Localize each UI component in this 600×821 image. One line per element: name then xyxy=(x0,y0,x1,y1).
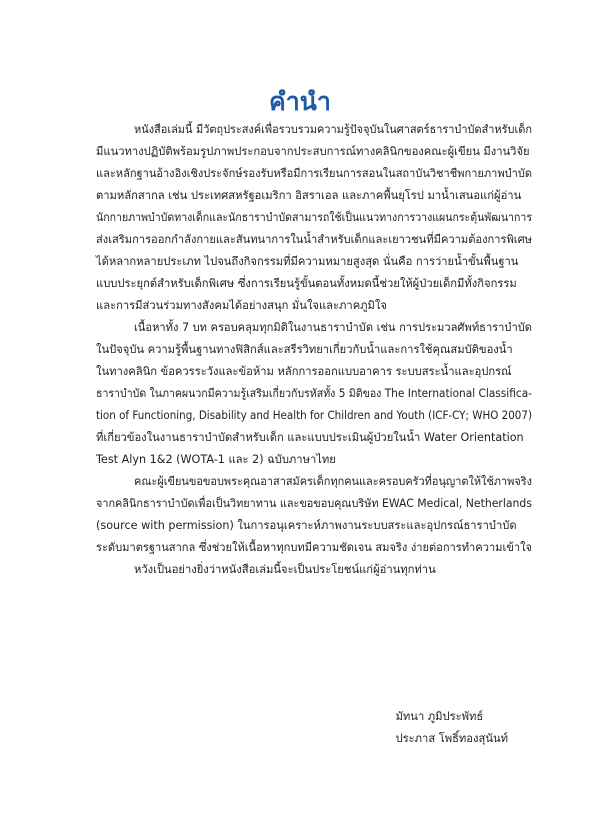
paragraph-line: ในทางคลินิก ข้อควรระวังและข้อห้าม หลักการออกแบบอาคาร ระบบสระน้ำและอุปกรณ์ xyxy=(96,365,512,378)
author-signatures xyxy=(396,706,508,750)
paragraph-line: คณะผู้เขียนขอขอบพระคุณอาสาสมัครเด็กทุกคนและครอบครัวที่อนุญาตให้ใช้ภาพจริง xyxy=(134,475,532,488)
paragraph-line: และการมีส่วนร่วมทางสังคมได้อย่างสนุก มั่นใจและภาคภูมิใจ xyxy=(96,299,387,312)
author-name: มัทนา ภูมิประพัทธ์ xyxy=(395,710,484,723)
paragraph-line: ตามหลักสากล เช่น ประเทศสหรัฐอเมริกา อิสราเอล และภาคพื้นยุโรป มาน้ำเสนอแก่ผู้อ่าน xyxy=(96,189,522,202)
paragraph-line: ในปัจจุบัน ความรู้พื้นฐานทางฟิสิกส์และสรีรวิทยาเกี่ยวกับน้ำและการใช้คุณสมบัติของน้ำ xyxy=(96,343,513,356)
paragraph-line: เนื้อหาทั้ง 7 บท ครอบคลุมทุกมิติในงานธาราบำบัด เช่น การประมวลศัพท์ธาราบำบัด xyxy=(134,321,532,334)
paragraph-line: มีแนวทางปฏิบัติพร้อมรูปภาพประกอบจากประสบการณ์ทางคลินิกของคณะผู้เขียน มีงานวิจัย xyxy=(96,145,530,158)
author-name: ประภาส โพธิ์ทองสุนันท์ xyxy=(395,732,508,745)
paragraph-line: แบบประยุกต์สำหรับเด็กพิเศษ ซึ่งการเรียนรู้ขั้นตอนทั้งหมดนี้ช่วยให้ผู้ป่วยเด็กมีทั้งกิจกรรม xyxy=(96,277,517,290)
paragraph-line: (source with permission) ในการอนุเคราะห์ภาพงานระบบสระและอุปกรณ์ธาราบำบัด xyxy=(96,519,517,532)
paragraph-line: ที่เกี่ยวข้องในงานธาราบำบัดสำหรับเด็ก และแบบประเมินผู้ป่วยในน้ำ Water Orientation xyxy=(96,431,524,444)
preface-body xyxy=(96,119,532,581)
paragraph-line: Test Alyn 1&2 (WOTA-1 และ 2) ฉบับภาษาไทย xyxy=(96,453,336,466)
paragraph-line: ได้หลากหลายประเภท ไปจนถึงกิจกรรมที่มีความหมายสูงสุด นั่นคือ การว่ายน้ำขั้นพื้นฐาน xyxy=(96,255,519,268)
paragraph-line: นักกายภาพบำบัดทางเด็กและนักธาราบำบัดสามารถใช้เป็นแนวทางการวางแผนกระตุ้นพัฒนาการ xyxy=(96,211,532,224)
paragraph-line: หนังสือเล่มนี้ มีวัตถุประสงค์เพื่อรวบรวมความรู้ปัจจุบันในศาสตร์ธาราบำบัดสำหรับเด็ก xyxy=(134,123,532,136)
paragraph-line: ส่งเสริมการออกกำลังกายและสันทนาการในน้ำสำหรับเด็กและเยาวชนที่มีความต้องการพิเศษ xyxy=(96,233,532,246)
paragraph-line: หวังเป็นอย่างยิ่งว่าหนังสือเล่มนี้จะเป็นประโยชน์แก่ผู้อ่านทุกท่าน xyxy=(134,563,436,576)
paragraph-line: จากคลินิกธาราบำบัดเพื่อเป็นวิทยาทาน และขอขอบคุณบริษัท EWAC Medical, Netherlands xyxy=(96,497,532,510)
paragraph-line: ธาราบำบัด ในภาคผนวกมีความรู้เสริมเกี่ยวกับรหัสทั้ง 5 มิติของ The International Classifica- xyxy=(96,387,532,400)
paragraph-line: และหลักฐานอ้างอิงเชิงประจักษ์รองรับหรือมีการเรียนการสอนในสถาบันวิชาชีพกายภาพบำบัด xyxy=(96,167,532,180)
paragraph-line: ระดับมาตรฐานสากล ซึ่งช่วยให้เนื้อหาทุกบทมีความชัดเจน สมจริง ง่ายต่อการทำความเข้าใจ xyxy=(96,541,532,554)
paragraph-line: tion of Functioning, Disability and Health for Children and Youth (ICF-CY; WHO 2007) xyxy=(96,409,532,422)
page-title: คำนำ xyxy=(269,87,331,116)
